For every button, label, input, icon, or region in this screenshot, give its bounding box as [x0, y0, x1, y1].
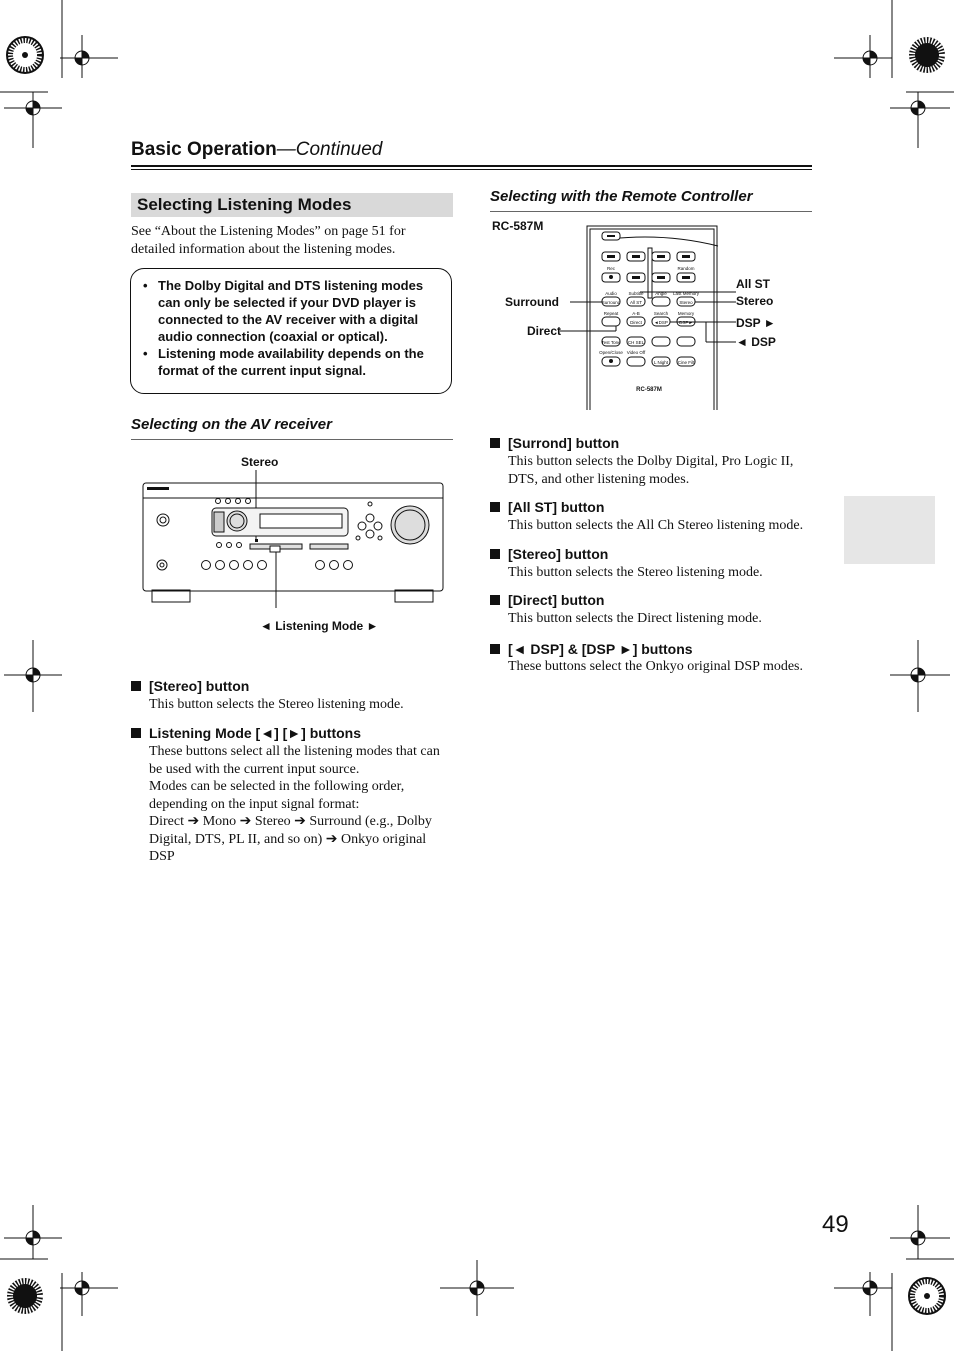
remote-text: Cine Filt — [677, 360, 695, 365]
item-listening-mode-text — [149, 743, 459, 866]
text-line: DSP — [149, 849, 175, 864]
callout-stereo: Stereo — [736, 294, 774, 308]
item-surround-title — [490, 435, 619, 451]
note-item: • The Dolby Digital and DTS listening modes can only be selected if your DVD player is connected to the AV receiver with a digital audio connection (coaxial or optical). — [143, 277, 443, 345]
callout-dsp-left: ◄ DSP — [736, 335, 776, 349]
item-title-text: Listening Mode [◄] [►] buttons — [149, 725, 362, 741]
callout-dsp-right: DSP ► — [736, 316, 776, 330]
header-title-main: Basic Operation — [131, 139, 277, 160]
remote-text: Angle — [655, 291, 667, 296]
callout-direct: Direct — [527, 324, 562, 338]
label-listening-mode: ◄ Listening Mode ► — [260, 619, 379, 633]
item-listening-mode-title — [131, 725, 361, 741]
remote-text: Memory — [677, 311, 695, 316]
remote-text: Surround — [601, 300, 621, 305]
text-line: be used with the current input source. — [149, 761, 360, 777]
remote-model-label: RC-587M — [492, 219, 544, 233]
av-receiver-illustration — [140, 468, 446, 608]
item-dsp-text: These buttons select the Onkyo original DSP modes. — [508, 659, 803, 674]
remote-text: A-B — [632, 311, 640, 316]
item-title-text: [Stereo] button — [149, 678, 250, 694]
remote-text: Subtitle — [628, 291, 644, 296]
remote-text: DSP► — [679, 320, 693, 325]
section-title: Selecting Listening Modes — [137, 195, 352, 214]
remote-text: Open/Close — [599, 350, 623, 355]
item-all-st-title — [490, 499, 604, 515]
remote-text: Test Tone — [601, 340, 621, 345]
receiver-heading-rule — [131, 439, 453, 440]
label-stereo: Stereo — [241, 455, 279, 469]
text-line: Digital, DTS, PL II, and so on) ➔ Onkyo original — [149, 831, 427, 847]
bullet-square-icon — [490, 595, 500, 605]
section-heading-box — [131, 193, 453, 217]
section-side-tab — [844, 496, 935, 564]
remote-heading-rule — [490, 211, 812, 212]
remote-model-small: RC-587M — [636, 387, 662, 393]
header-rule-thin — [131, 169, 812, 170]
header-title-continued: —Continued — [276, 139, 383, 160]
item-surround-text — [508, 453, 818, 488]
item-direct-title — [490, 592, 604, 608]
remote-text: Stereo — [679, 300, 693, 305]
item-title-text: [Surrond] button — [508, 435, 620, 451]
remote-text: Last Memory — [672, 291, 700, 296]
remote-text: L Night — [653, 360, 669, 365]
remote-text: Audio — [605, 291, 617, 296]
callout-surround: Surround — [505, 295, 559, 309]
remote-text: Random — [677, 266, 695, 271]
item-title-text: [Stereo] button — [508, 546, 609, 562]
bullet-square-icon — [131, 728, 141, 738]
text-line: Modes can be selected in the following order, — [149, 779, 405, 794]
item-stereo-button-title — [131, 678, 249, 694]
bullet-square-icon — [490, 438, 500, 448]
callout-all-st: All ST — [736, 277, 771, 291]
intro-paragraph: See “About the Listening Modes” on page 51 for detailed information about the listening modes. — [131, 224, 406, 257]
item-title-text: [Direct] button — [508, 592, 605, 608]
text-line: DTS, and other listening modes. — [508, 471, 690, 487]
page-header-title — [131, 139, 382, 161]
bullet-square-icon — [490, 644, 500, 654]
item-stereo-button-text: This button selects the Stereo listening mode. — [149, 697, 404, 712]
note-list — [143, 277, 443, 379]
remote-text: Search — [653, 311, 669, 316]
remote-text: CH SEL — [627, 340, 645, 345]
remote-text: Direct — [630, 320, 642, 325]
note-item: • Listening mode availability depends on the format of the current input signal. — [143, 345, 443, 379]
remote-text: Repeat — [603, 311, 619, 316]
page-number: 49 — [822, 1211, 849, 1238]
remote-text: ◄DSP — [654, 320, 668, 325]
item-title-text: [◄ DSP] & [DSP ►] buttons — [508, 641, 693, 657]
text-line: depending on the input signal format: — [149, 796, 360, 812]
remote-text: Video Off — [626, 350, 646, 355]
item-stereo-title — [490, 546, 608, 562]
remote-heading: Selecting with the Remote Controller — [490, 188, 753, 205]
item-stereo-text: This button selects the Stereo listening mode. — [508, 565, 763, 580]
bullet-square-icon — [131, 681, 141, 691]
item-all-st-text: This button selects the All Ch Stereo listening mode. — [508, 518, 804, 533]
note-box — [130, 268, 452, 394]
text-line: These buttons select all the listening modes that can — [149, 744, 440, 759]
text-line: Direct ➔ Mono ➔ Stereo ➔ Surround (e.g., Dolby — [149, 814, 432, 829]
bullet-square-icon — [490, 549, 500, 559]
item-dsp-title — [490, 641, 693, 657]
receiver-heading: Selecting on the AV receiver — [131, 416, 332, 433]
bullet-square-icon — [490, 502, 500, 512]
text-line: This button selects the Dolby Digital, Pro Logic II, — [508, 454, 794, 469]
item-direct-text: This button selects the Direct listening mode. — [508, 611, 762, 626]
remote-text: Rec — [606, 266, 616, 271]
remote-text: All ST — [629, 300, 643, 305]
item-title-text: [All ST] button — [508, 499, 605, 515]
header-rule — [131, 165, 812, 167]
